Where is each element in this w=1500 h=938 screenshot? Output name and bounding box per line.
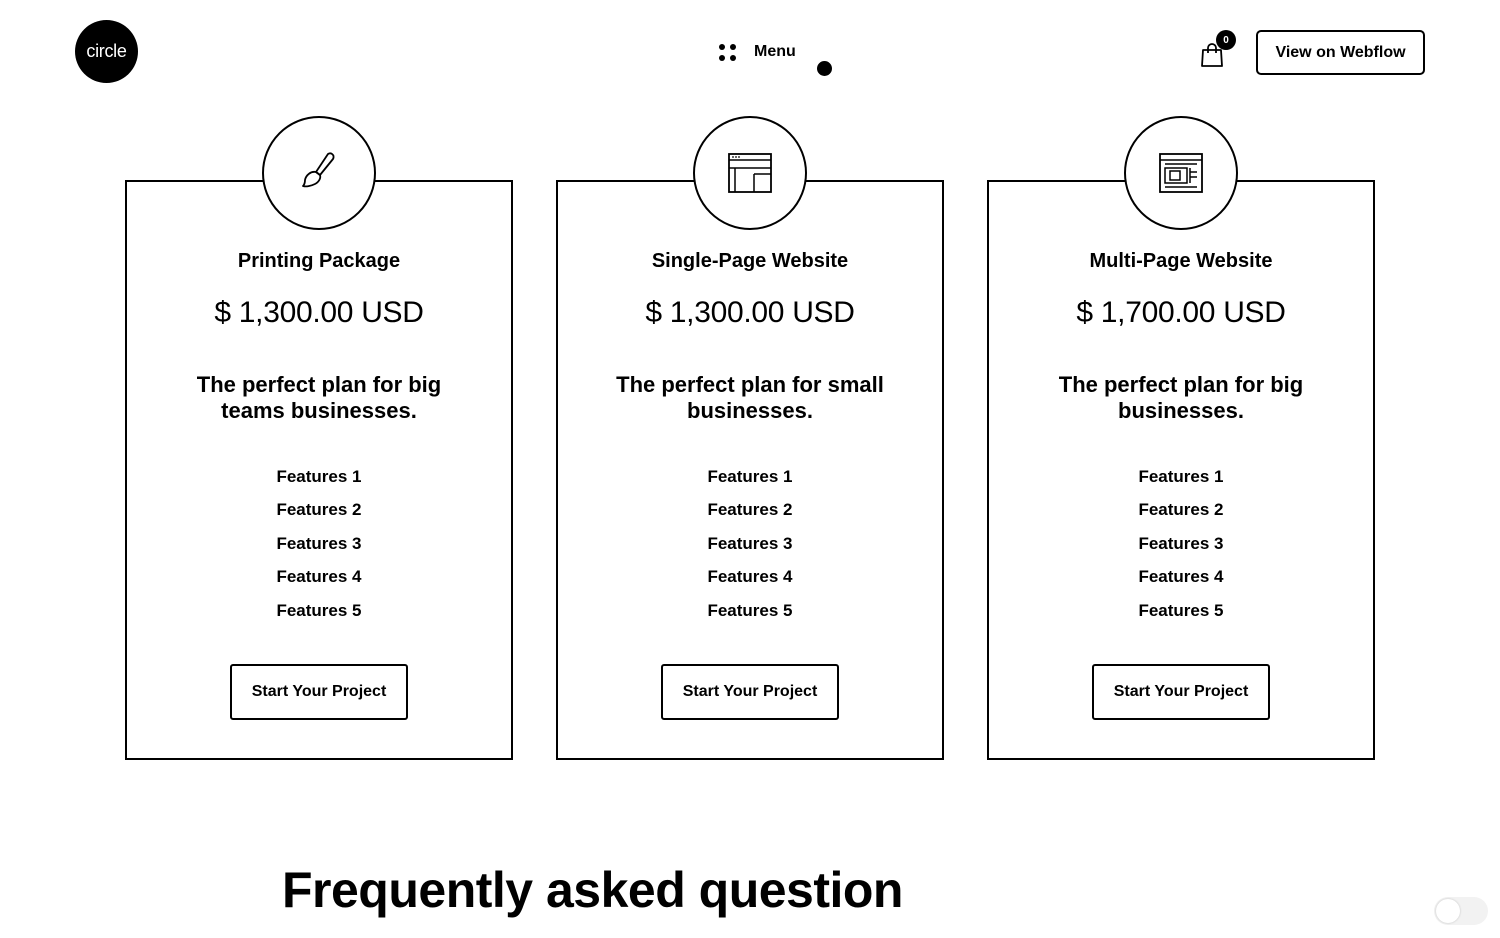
feature-item: Features 1: [1138, 467, 1224, 486]
pricing-card-printing: [125, 180, 513, 760]
dots-grid-icon: [716, 41, 738, 63]
feature-item: Features 1: [707, 467, 793, 486]
theme-toggle[interactable]: [1434, 897, 1488, 925]
feature-item: Features 3: [707, 533, 793, 553]
toggle-knob: [1436, 899, 1460, 923]
cart-button[interactable]: [1200, 30, 1238, 70]
pricing-card-single-page: [556, 180, 944, 760]
start-project-button[interactable]: Start Your Project: [661, 664, 839, 720]
feature-item: Features 1: [276, 467, 362, 486]
feature-list: [558, 466, 942, 633]
faq-heading: Frequently asked question: [282, 862, 903, 918]
plan-price: $ 1,300.00 USD: [645, 296, 855, 329]
plan-description: The perfect plan for small businesses.: [616, 372, 884, 423]
menu-label: Menu: [754, 43, 796, 60]
feature-item: Features 4: [276, 567, 362, 587]
plan-title: Printing Package: [237, 250, 401, 272]
menu-button[interactable]: [716, 38, 796, 66]
plan-title: Multi-Page Website: [1089, 250, 1273, 272]
single-page-layout-icon: [725, 148, 775, 198]
card-icon-wrapper: [262, 116, 376, 230]
feature-item: Features 4: [1138, 567, 1224, 587]
pricing-card-multi-page: [987, 180, 1375, 760]
cart-count-badge: 0: [1216, 30, 1236, 50]
feature-list: [127, 466, 511, 633]
feature-item: Features 3: [1138, 533, 1224, 553]
logo[interactable]: [75, 20, 138, 83]
card-icon-wrapper: [693, 116, 807, 230]
feature-list: [989, 466, 1373, 633]
feature-item: Features 3: [276, 533, 362, 553]
start-project-button[interactable]: Start Your Project: [1092, 664, 1270, 720]
plan-price: $ 1,700.00 USD: [1076, 296, 1286, 329]
feature-item: Features 5: [276, 600, 362, 620]
paintbrush-icon: [294, 148, 344, 198]
feature-item: Features 5: [707, 600, 793, 620]
plan-description: The perfect plan for big businesses.: [1058, 372, 1304, 423]
start-project-button[interactable]: Start Your Project: [230, 664, 408, 720]
plan-description: The perfect plan for big teams businesses.: [196, 372, 442, 423]
plan-title: Single-Page Website: [651, 250, 849, 272]
plan-price: $ 1,300.00 USD: [214, 296, 424, 329]
multi-page-layout-icon: [1156, 148, 1206, 198]
logo-text: circle: [86, 41, 127, 61]
feature-item: Features 2: [276, 500, 362, 520]
feature-item: Features 2: [1138, 500, 1224, 520]
feature-item: Features 4: [707, 567, 793, 587]
feature-item: Features 2: [707, 500, 793, 520]
feature-item: Features 5: [1138, 600, 1224, 620]
view-on-webflow-button[interactable]: View on Webflow: [1256, 30, 1425, 75]
cursor-dot: [817, 61, 832, 76]
card-icon-wrapper: [1124, 116, 1238, 230]
